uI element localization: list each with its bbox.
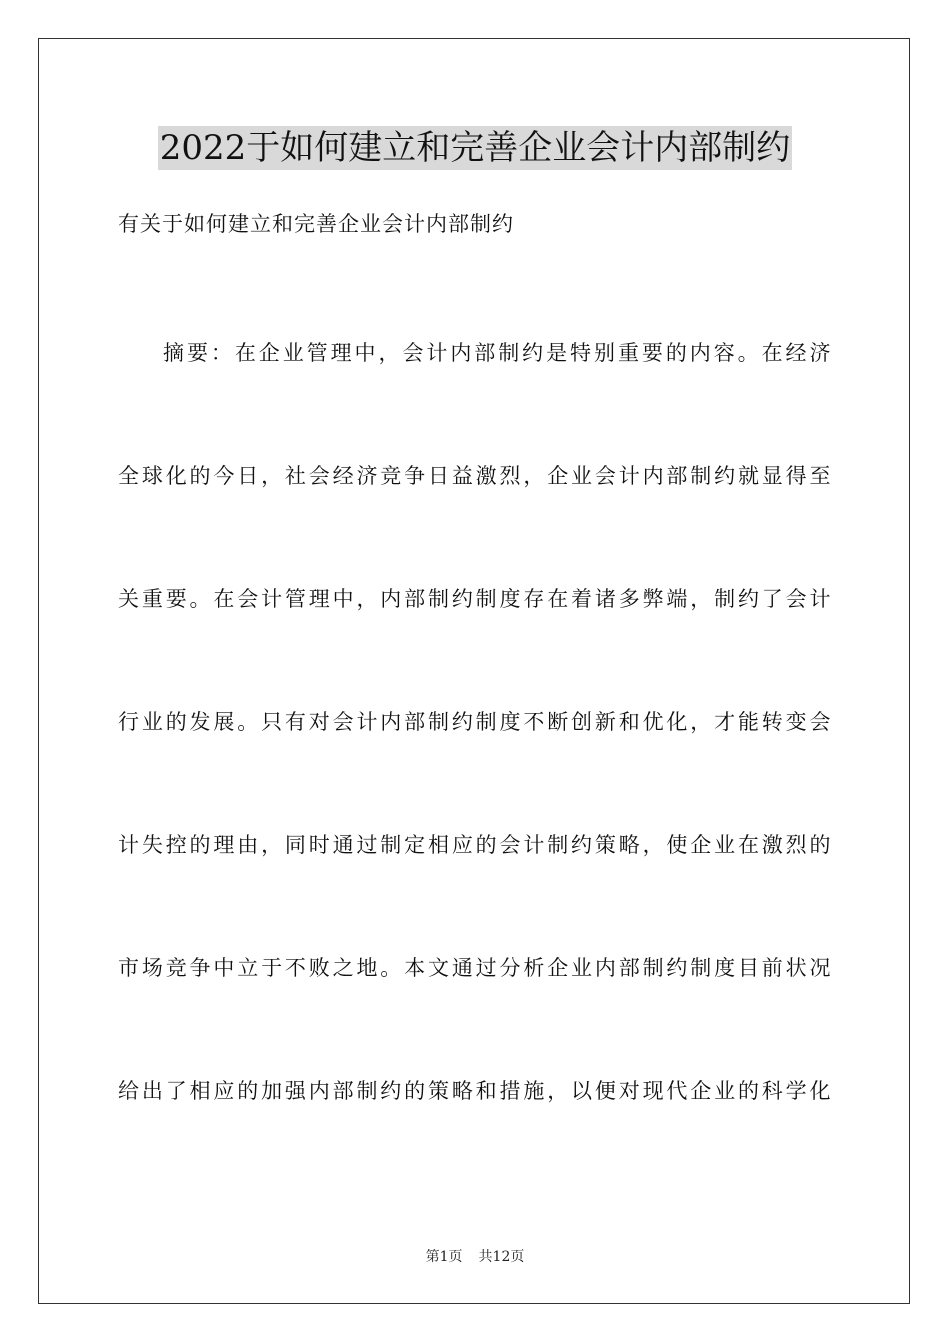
page-number: 第1页 xyxy=(425,1249,463,1265)
paragraph-line-2: 全球化的今日，社会经济竞争日益激烈，企业会计内部制约就显得至 xyxy=(118,464,832,488)
paragraph-line-4: 行业的发展。只有对会计内部制约制度不断创新和优化，才能转变会 xyxy=(118,710,832,734)
document-subtitle: 有关于如何建立和完善企业会计内部制约 xyxy=(118,212,514,236)
document-title: 2022于如何建立和完善企业会计内部制约 xyxy=(159,128,791,168)
paragraph-line-7: 给出了相应的加强内部制约的策略和措施，以便对现代企业的科学化 xyxy=(118,1079,832,1103)
paragraph-line-5: 计失控的理由，同时通过制定相应的会计制约策略，使企业在激烈的 xyxy=(118,833,832,857)
paragraph-line-1: 摘要：在企业管理中，会计内部制约是特别重要的内容。在经济 xyxy=(163,341,832,365)
paragraph-line-6: 市场竞争中立于不败之地。本文通过分析企业内部制约制度目前状况 xyxy=(118,956,832,980)
title-container xyxy=(0,126,950,170)
paragraph-line-3: 关重要。在会计管理中，内部制约制度存在着诸多弊端，制约了会计 xyxy=(118,587,832,611)
page-footer xyxy=(0,1247,950,1267)
page-total: 共12页 xyxy=(478,1249,525,1265)
